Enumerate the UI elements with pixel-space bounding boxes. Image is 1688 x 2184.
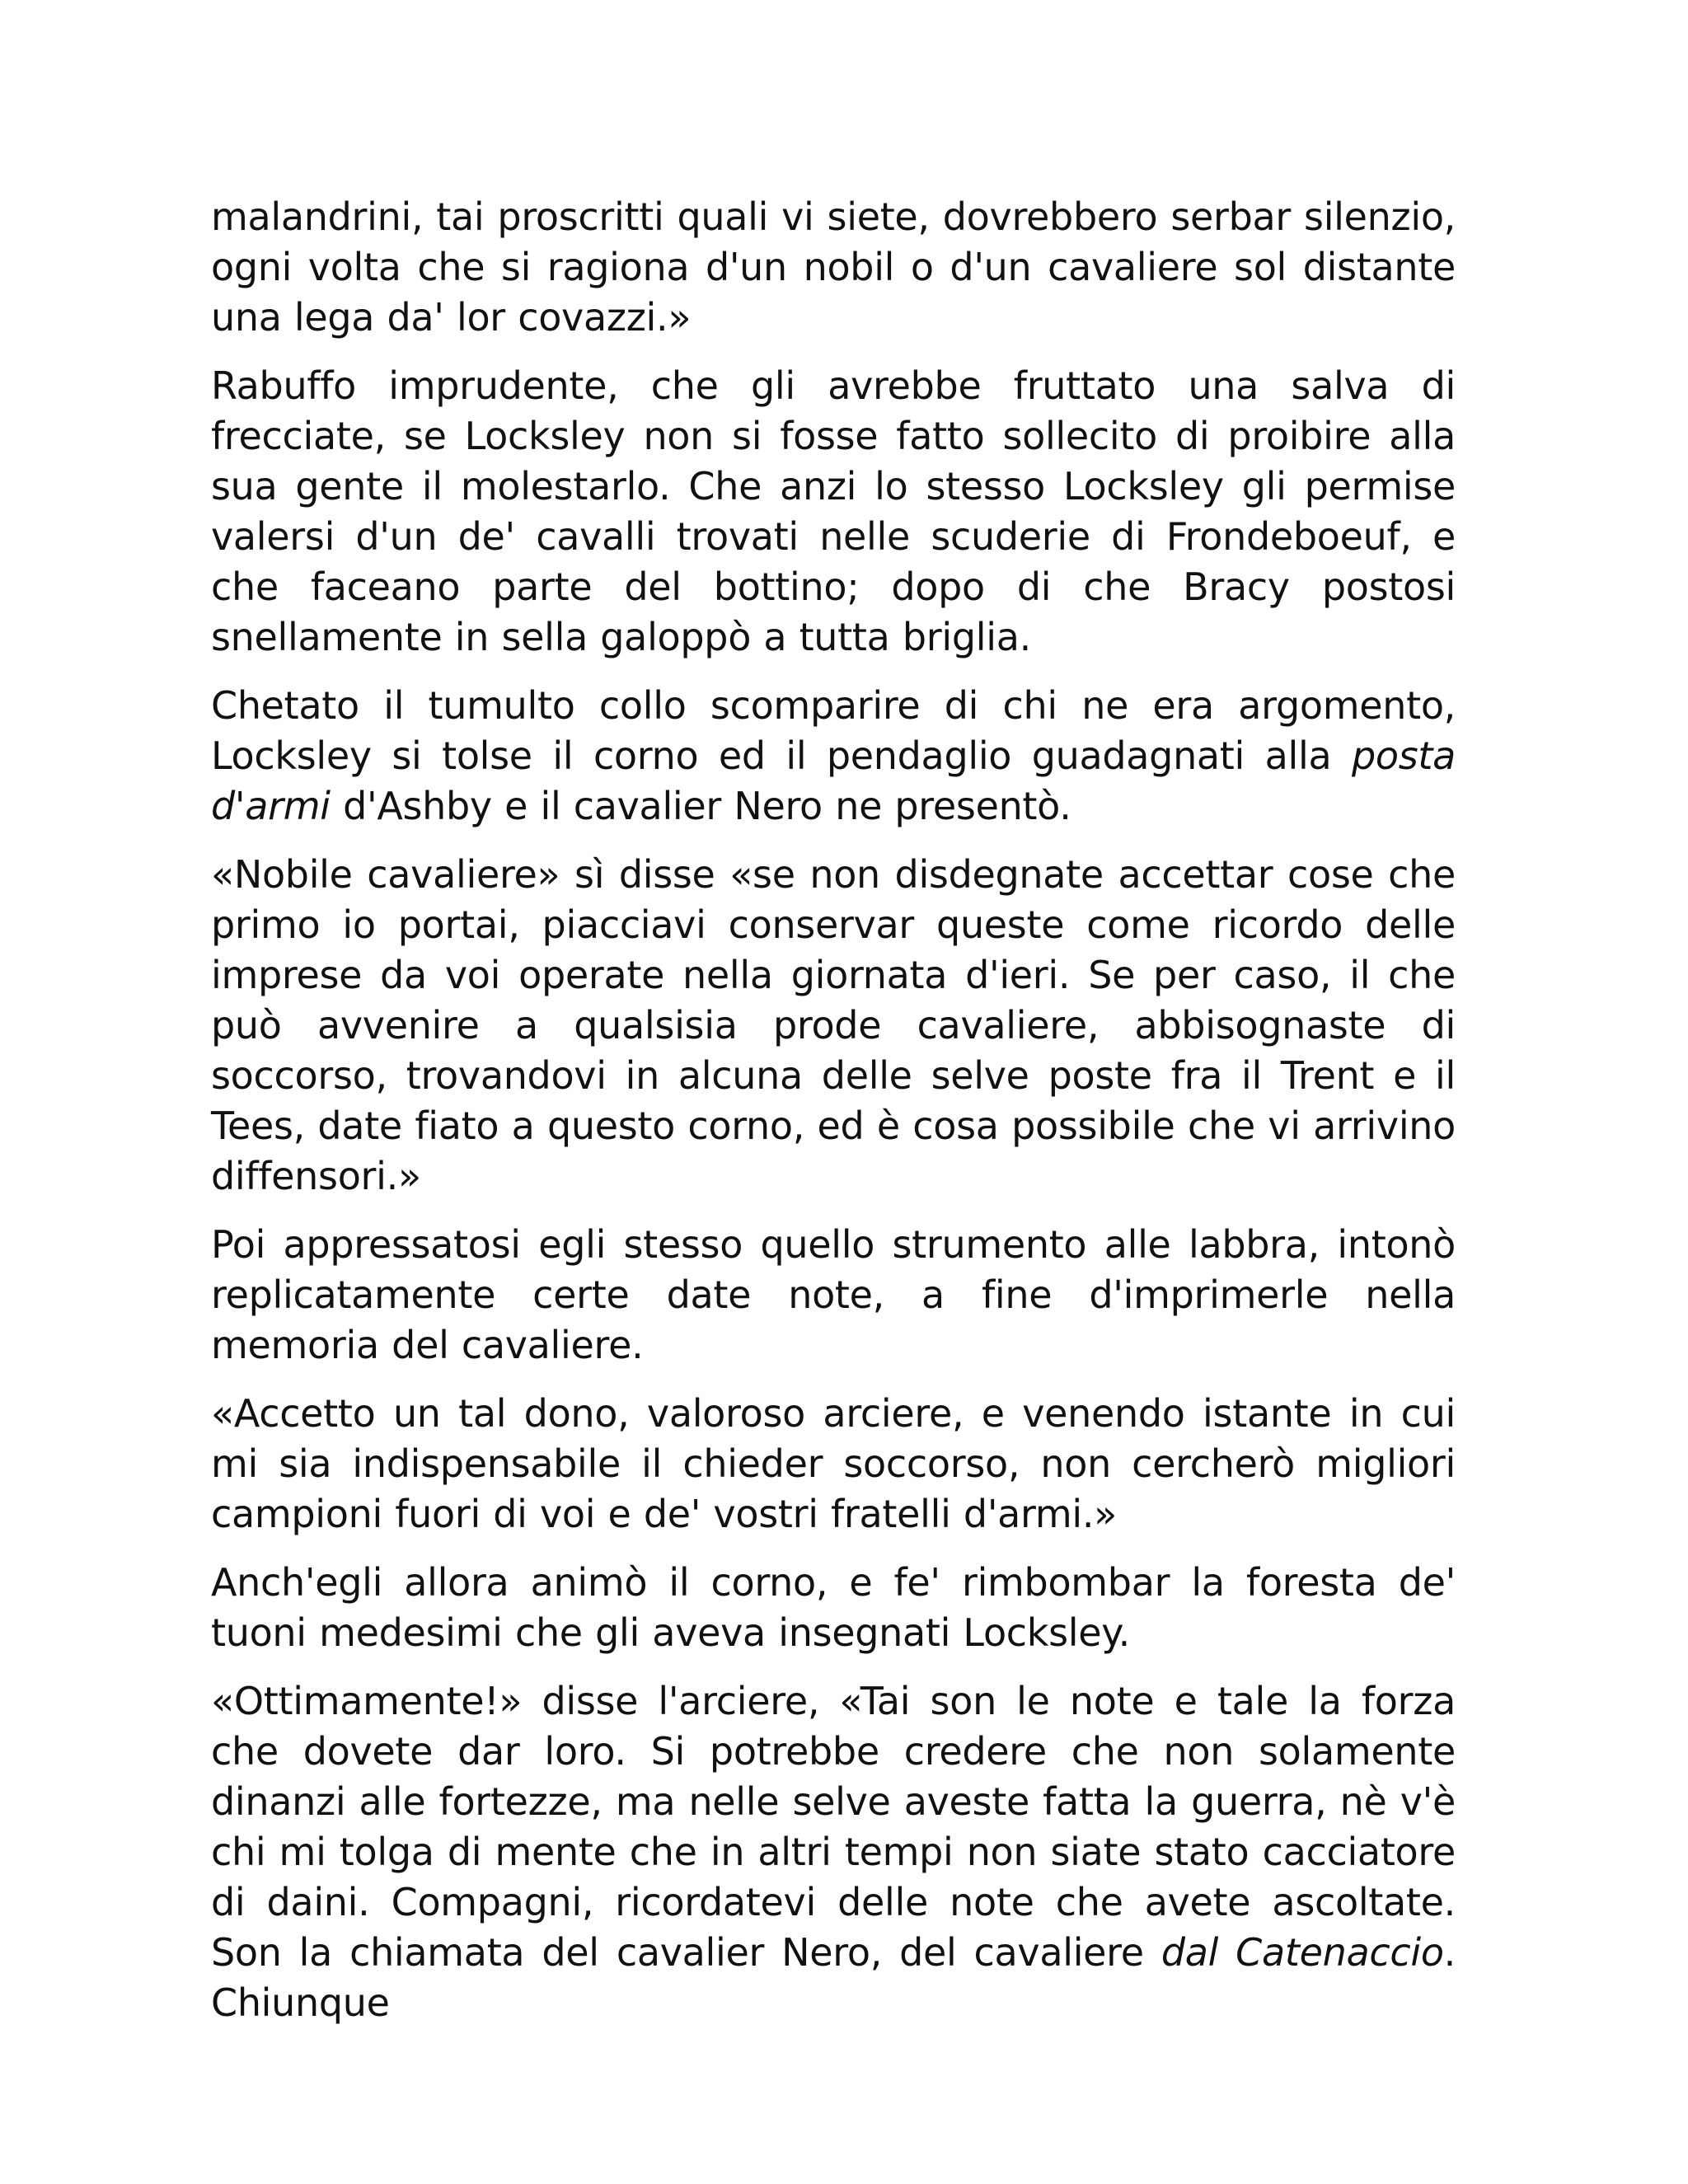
italic-phrase-dal-catenaccio: dal Catenaccio: [1160, 1930, 1444, 1975]
paragraph-8-text-end: . Chiunque: [211, 1930, 1456, 2025]
paragraph-3-text-end: d'Ashby e il cavalier Nero ne presentò.: [330, 784, 1071, 828]
paragraph-8-text-start: «Ottimamente!» disse l'arciere, «Tai son le note e tale la forza che dovete dar loro. Si potrebbe credere che non solamente dinanzi alle fortezze, ma nelle selve aveste fatta la guerra, nè v'è chi mi tolga di mente che in altri tempi non siate stato cacciatore di daini. Compagni, ricordatevi delle note che avete ascoltate. Son la chiamata del cavalier Nero, del cavaliere: [211, 1679, 1456, 1975]
paragraph-4: «Nobile cavaliere» sì disse «se non disdegnate accettar cose che primo io portai, piacciavi conservar queste come ricordo delle imprese da voi operate nella giornata d'ieri. Se per caso, il che può avvenire a qualsisia prode cavaliere, abbisognaste di soccorso, trovandovi in alcuna delle selve poste fra il Trent e il Tees, date fiato a questo corno, ed è cosa possibile che vi arrivino diffensori.»: [211, 852, 1456, 1198]
paragraph-6: «Accetto un tal dono, valoroso arciere, e venendo istante in cui mi sia indispensabile il chieder soccorso, non cercherò migliori campioni fuori di voi e de' vostri fratelli d'armi.»: [211, 1391, 1456, 1536]
paragraph-7: Anch'egli allora animò il corno, e fe' rimbombar la foresta de' tuoni medesimi che gli aveva insegnati Locksley.: [211, 1560, 1456, 1655]
paragraph-3: [211, 681, 1456, 832]
paragraph-1: malandrini, tai proscritti quali vi siete, dovrebbero serbar silenzio, ogni volta che si ragiona d'un nobil o d'un cavaliere sol distante una lega da' lor covazzi.»: [211, 194, 1456, 340]
document-page: [211, 192, 1456, 2046]
paragraph-3-text-start: Chetato il tumulto collo scomparire di chi ne era argomento, Locksley si tolse il corno ed il pendaglio guadagnati alla: [211, 683, 1456, 778]
paragraph-5: Poi appressatosi egli stesso quello strumento alle labbra, intonò replicatamente certe date note, a fine d'imprimerle nella memoria del cavaliere.: [211, 1222, 1456, 1367]
italic-phrase-posta-darmi: posta d'armi: [211, 733, 1456, 828]
paragraph-2: Rabuffo imprudente, che gli avrebbe fruttato una salva di frecciate, se Locksley non si fosse fatto sollecito di proibire alla sua gente il molestarlo. Che anzi lo stesso Locksley gli permise valersi d'un de' cavalli trovati nelle scuderie di Frondeboeuf, e che faceano parte del bottino; dopo di che Bracy postosi snellamente in sella galoppò a tutta briglia.: [211, 363, 1456, 659]
paragraph-8: [211, 1676, 1456, 2028]
